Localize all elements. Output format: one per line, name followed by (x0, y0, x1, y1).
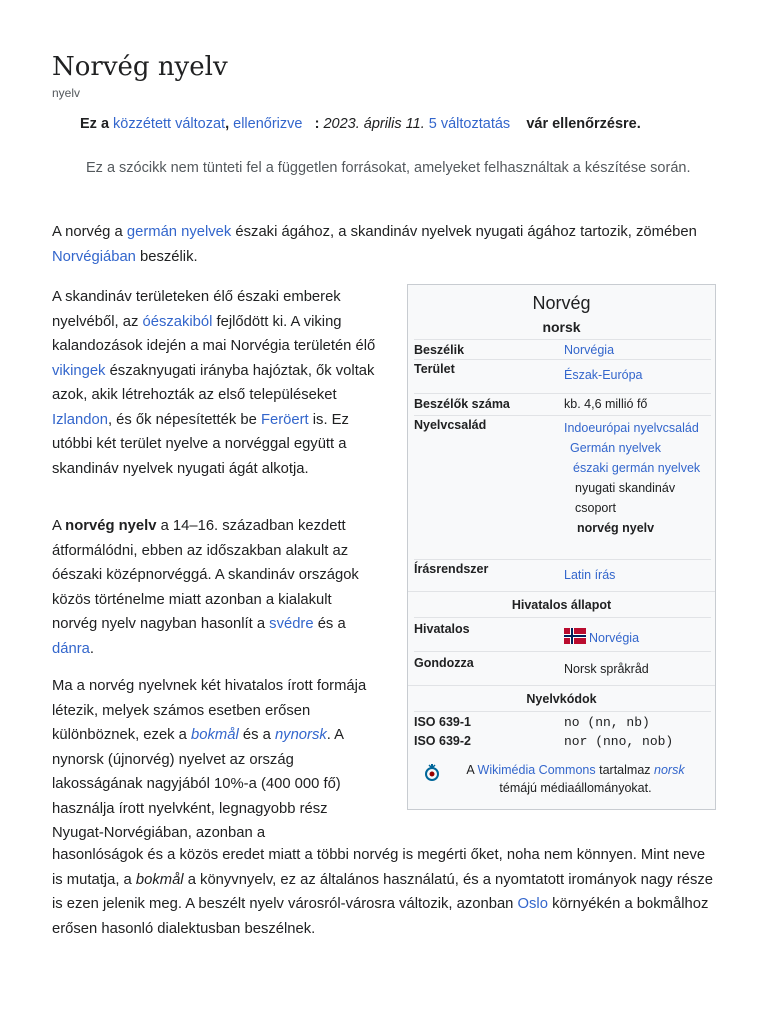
language-family-link[interactable]: Nyelvcsalád (414, 418, 487, 432)
official-country-link[interactable]: Norvégia (589, 631, 640, 645)
text: A norvég a (52, 224, 127, 240)
iso-639-2-link[interactable]: ISO 639-2 (414, 734, 471, 748)
text: északnyugati irányba hajóztak, ők voltak azok, akik létrehozták az első településeket (52, 362, 375, 403)
language-infobox (407, 284, 716, 810)
official-value (564, 628, 714, 645)
region-label: Terület (414, 362, 455, 376)
infobox-title: Norvég (532, 293, 591, 313)
notice-suffix: vár ellenőrzésre. (526, 116, 641, 132)
notice-prefix: Ez a (80, 116, 110, 132)
wikimedia-commons-icon (422, 763, 442, 783)
text: , és ők népesítették be (107, 411, 261, 428)
family-level-4: nyugati skandináv csoport (575, 481, 676, 515)
region-link[interactable]: Észak-Európa (564, 368, 643, 382)
commons-category-link[interactable]: norsk (654, 763, 685, 777)
text-nynorsk-usage: . A nynorsk (újnorvég) nyelvet az ország lakosságának nagyjából 10%-a (400 000 fő) használja írott nyelvként, legnagyobb rész Nyugat-Norvégiában, azonban a (52, 727, 344, 841)
commons-notice (422, 761, 707, 797)
infobox-row-family (414, 415, 711, 560)
unsourced-hatnote: Ez a szócikk nem tünteti fel a független forrásokat, amelyeket felhasználtak a készítése során. (86, 160, 691, 176)
paragraph-history (52, 285, 377, 481)
text: A (52, 518, 66, 534)
oslo-link[interactable]: Oslo (517, 896, 548, 912)
text: témájú médiaállományokat. (499, 781, 652, 795)
official-label: Hivatalos (414, 622, 470, 636)
text: is. Ez utóbbi két terület nyelve a norvéggal együtt a skandináv nyelvek nyugati ágát alkotja. (52, 411, 349, 477)
official-status-header: Hivatalos állapot (408, 591, 715, 618)
infobox-row-regulated (414, 651, 711, 686)
text: beszélik. (135, 248, 198, 265)
iso-639-1-value: no (nn, nb) (564, 715, 650, 730)
checked-link[interactable]: ellenőrizve (233, 116, 303, 132)
bold-term: norvég nyelv (65, 518, 157, 534)
family-level-3: északi germán nyelvek (573, 461, 701, 475)
speakers-value: kb. 4,6 millió fő (564, 397, 648, 411)
commons-text (422, 761, 707, 797)
text: hasonlóságok és a közös eredet miatt a többi norvég is megérti őket, noha nem könnyen. Mint neve is mutatja, a (52, 847, 706, 888)
regulated-label: Gondozza (414, 656, 474, 670)
text: Ma a norvég nyelvnek két hivatalos írott formája létezik, melyek számos esetben erősen különböznek, ezek a (52, 678, 367, 743)
text: . (89, 640, 94, 657)
danish-link[interactable]: dánra (52, 640, 90, 657)
paragraph-middle-ages (52, 514, 377, 661)
family-level-1: Indoeurópai nyelvcsalád (564, 421, 699, 435)
bokmal-link[interactable]: bokmål (191, 727, 239, 743)
script-label: Írásrendszer (414, 562, 489, 576)
spoken-in-link[interactable]: Norvégia (564, 343, 615, 357)
iso-639-1-link[interactable]: ISO 639-1 (414, 715, 471, 729)
text: a könyvnyelv, ez az általános használatú, és a nyomtatott irományok nagy része is ezen jelenik meg. A beszélt nyelv városról-városra változik, azonban (52, 871, 714, 912)
text: a 14–16. században kezdett átformálódni, ebben az időszakban alakult az óészaki középnorvéggá. A skandináv országok közös történelme miatt azonban a kialakult norvég nyelv nagyban hasonlít a (52, 518, 359, 632)
iso-639-2-value: nor (nno, nob) (564, 734, 674, 749)
language-codes-header: Nyelvkódok (408, 685, 715, 712)
germanic-languages-link[interactable]: germán nyelvek (126, 224, 232, 240)
infobox-row-iso2 (414, 731, 711, 751)
vikings-link[interactable]: vikingek (52, 362, 106, 379)
nynorsk-link[interactable]: nynorsk (274, 727, 327, 743)
spoken-in-label: Beszélik (414, 343, 465, 357)
published-version-link[interactable]: közzétett változat (113, 116, 226, 132)
italic-term: bokmål (135, 871, 184, 888)
paragraph-written-forms-wrap (52, 674, 377, 846)
family-tree (564, 418, 714, 538)
revision-notice (80, 116, 720, 132)
infobox-row-iso1 (414, 711, 711, 732)
infobox-row-region (414, 359, 711, 394)
script-link[interactable]: Latin írás (564, 568, 616, 582)
notice-colon: : (314, 116, 320, 132)
changes-link[interactable]: 5 változtatás (428, 116, 511, 132)
norway-flag-icon (564, 628, 586, 644)
text: tartalmaz (595, 763, 654, 777)
regulated-value: Norsk språkråd (564, 662, 649, 676)
swedish-link[interactable]: svédre (269, 616, 314, 632)
paragraph-intro (52, 220, 718, 269)
text: és a (238, 727, 275, 743)
text: fejlődött ki. A viking kalandozások idején a mai Norvégia területén élő (52, 313, 376, 354)
infobox-row-script (414, 559, 711, 592)
text: A (466, 763, 478, 777)
text: északi ágához, a skandináv nyelvek nyugati ágához tartozik, zömében (231, 224, 697, 240)
paragraph-written-forms-continued (52, 843, 718, 941)
family-level-5: norvég nyelv (577, 521, 655, 535)
text: környékén a bokmålhoz erősen hasonló dialektusban beszélnek. (52, 896, 709, 937)
notice-comma: , (225, 116, 230, 132)
text: és a (313, 616, 346, 632)
text: A skandináv területeken élő északi emberek nyelvéből, az (52, 289, 341, 330)
commons-link[interactable]: Wikimédia Commons (477, 763, 596, 777)
norway-link[interactable]: Norvégiában (52, 248, 136, 265)
faroe-link[interactable]: Feröert (260, 411, 309, 428)
infobox-row-official (414, 617, 711, 652)
family-level-2: Germán nyelvek (570, 441, 662, 455)
notice-date: 2023. április 11. (323, 116, 425, 132)
iceland-link[interactable]: Izlandon (52, 411, 108, 428)
infobox-row-speakers (414, 393, 711, 416)
page-title: Norvég nyelv (52, 52, 228, 82)
old-norse-link[interactable]: óészakiból (142, 313, 213, 330)
infobox-native-name: norsk (542, 319, 581, 335)
page-subtitle: nyelv (52, 86, 81, 100)
speakers-label: Beszélők száma (414, 397, 510, 411)
